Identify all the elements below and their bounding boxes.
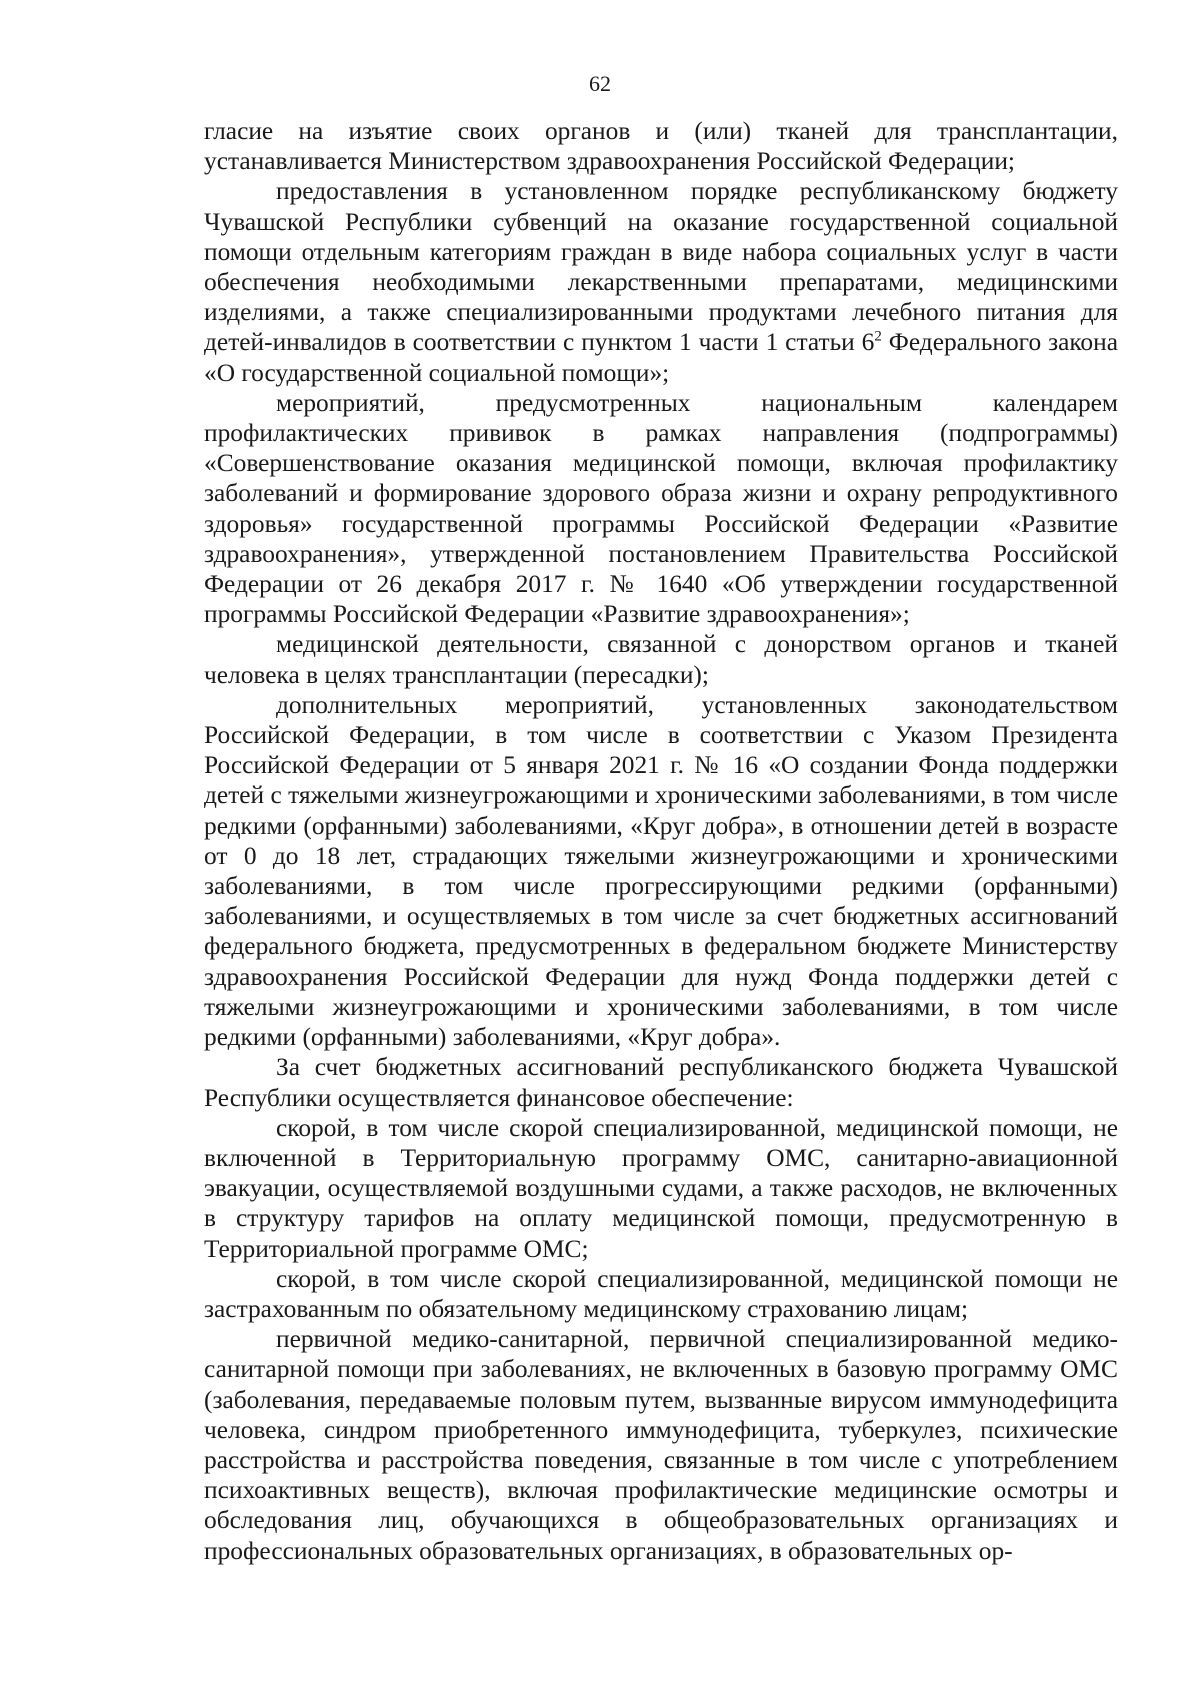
paragraph-continuation: гласие на изъятие своих органов и (или) тканей для трансплантации, устанавливается Министерством здравоохранения Российской Федерации; [204, 117, 1118, 176]
body-text [204, 116, 1118, 1566]
page-number: 62 [589, 71, 611, 96]
paragraph-additional-measures: дополнительных мероприятий, установленных законодательством Российской Федерации, в том числе в соответствии с Указом Президента Российской Федерации от 5 января 2021 г. № 16 «О создании Фонда поддержки детей с тяжелыми жизнеугрожающими и хроническими заболеваниями, в том числе редкими (орфанными) заболеваниями, «Круг добра», в отношении детей в возрасте от 0 до 18 лет, страдающих тяжелыми жизнеугрожающими и хроническими заболеваниями, в том числе прогрессирующими редкими (орфанными) заболеваниями, и осуществляемых в том числе за счет бюджетных ассигнований федерального бюджета, предусмотренных в федеральном бюджете Министерству здравоохранения Российской Федерации для нужд Фонда поддержки детей с тяжелыми жизнеугрожающими и хроническими заболеваниями, в том числе редкими (орфанными) заболеваниями, «Круг добра». [204, 690, 1118, 1052]
paragraph-donorship: медицинской деятельности, связанной с донорством органов и тканей человека в целях трансплантации (пересадки); [204, 630, 1118, 689]
paragraph-vaccination: мероприятий, предусмотренных национальным календарем профилактических прививок в рамках направления (подпрограммы) «Совершенствование оказания медицинской помощи, включая профилактику заболеваний и формирование здорового образа жизни и охрану репродуктивного здоровья» государственной программы Российской Федерации «Развитие здравоохранения», утвержденной постановлением Правительства Российской Федерации от 26 декабря 2017 г. № 1640 «Об утверждении государственной программы Российской Федерации «Развитие здравоохранения»; [204, 388, 1118, 629]
paragraph-emergency-care: скорой, в том числе скорой специализированной, медицинской помощи, не включенной в Территориальную программу ОМС, санитарно-авиационной эвакуации, осуществляемой воздушными судами, а также расходов, не включенных в структуру тарифов на оплату медицинской помощи, предусмотренную в Территориальной программе ОМС; [204, 1113, 1118, 1263]
paragraph-subventions-tail: Федерального закона «О государственной социальной помощи»; [204, 328, 1118, 387]
paragraph-primary-care: первичной медико-санитарной, первичной специализированной медико-санитарной помощи при заболеваниях, не включенных в базовую программу ОМС (заболевания, передаваемые половым путем, вызванные вирусом иммунодефицита человека, синдром приобретенного иммунодефицита, туберкулез, психические расстройства и расстройства поведения, связанные в том числе с употреблением психоактивных веществ), включая профилактические медицинские осмотры и обследования лиц, обучающихся в общеобразовательных организациях и профессиональных образовательных организациях, в образовательных ор- [204, 1325, 1118, 1565]
paragraph-subventions-text: предоставления в установленном порядке республиканскому бюджету Чувашской Республики субвенций на оказание государственной социальной помощи отдельным категориям граждан в виде набора социальных услуг в части обеспечения необходимыми лекарственными препаратами, медицинскими изделиями, а также специализированными продуктами лечебного питания для детей-инвалидов в соответствии с пунктом 1 части 1 статьи 6 [204, 177, 1118, 357]
paragraph-republic-budget: За счет бюджетных ассигнований республиканского бюджета Чувашской Республики осуществляется финансовое обеспечение: [204, 1053, 1118, 1112]
paragraph-subventions [204, 176, 1118, 387]
superscript-2: 2 [874, 328, 882, 345]
paragraph-uninsured-emergency: скорой, в том числе скорой специализированной, медицинской помощи не застрахованным по обязательному медицинскому страхованию лицам; [204, 1264, 1118, 1323]
